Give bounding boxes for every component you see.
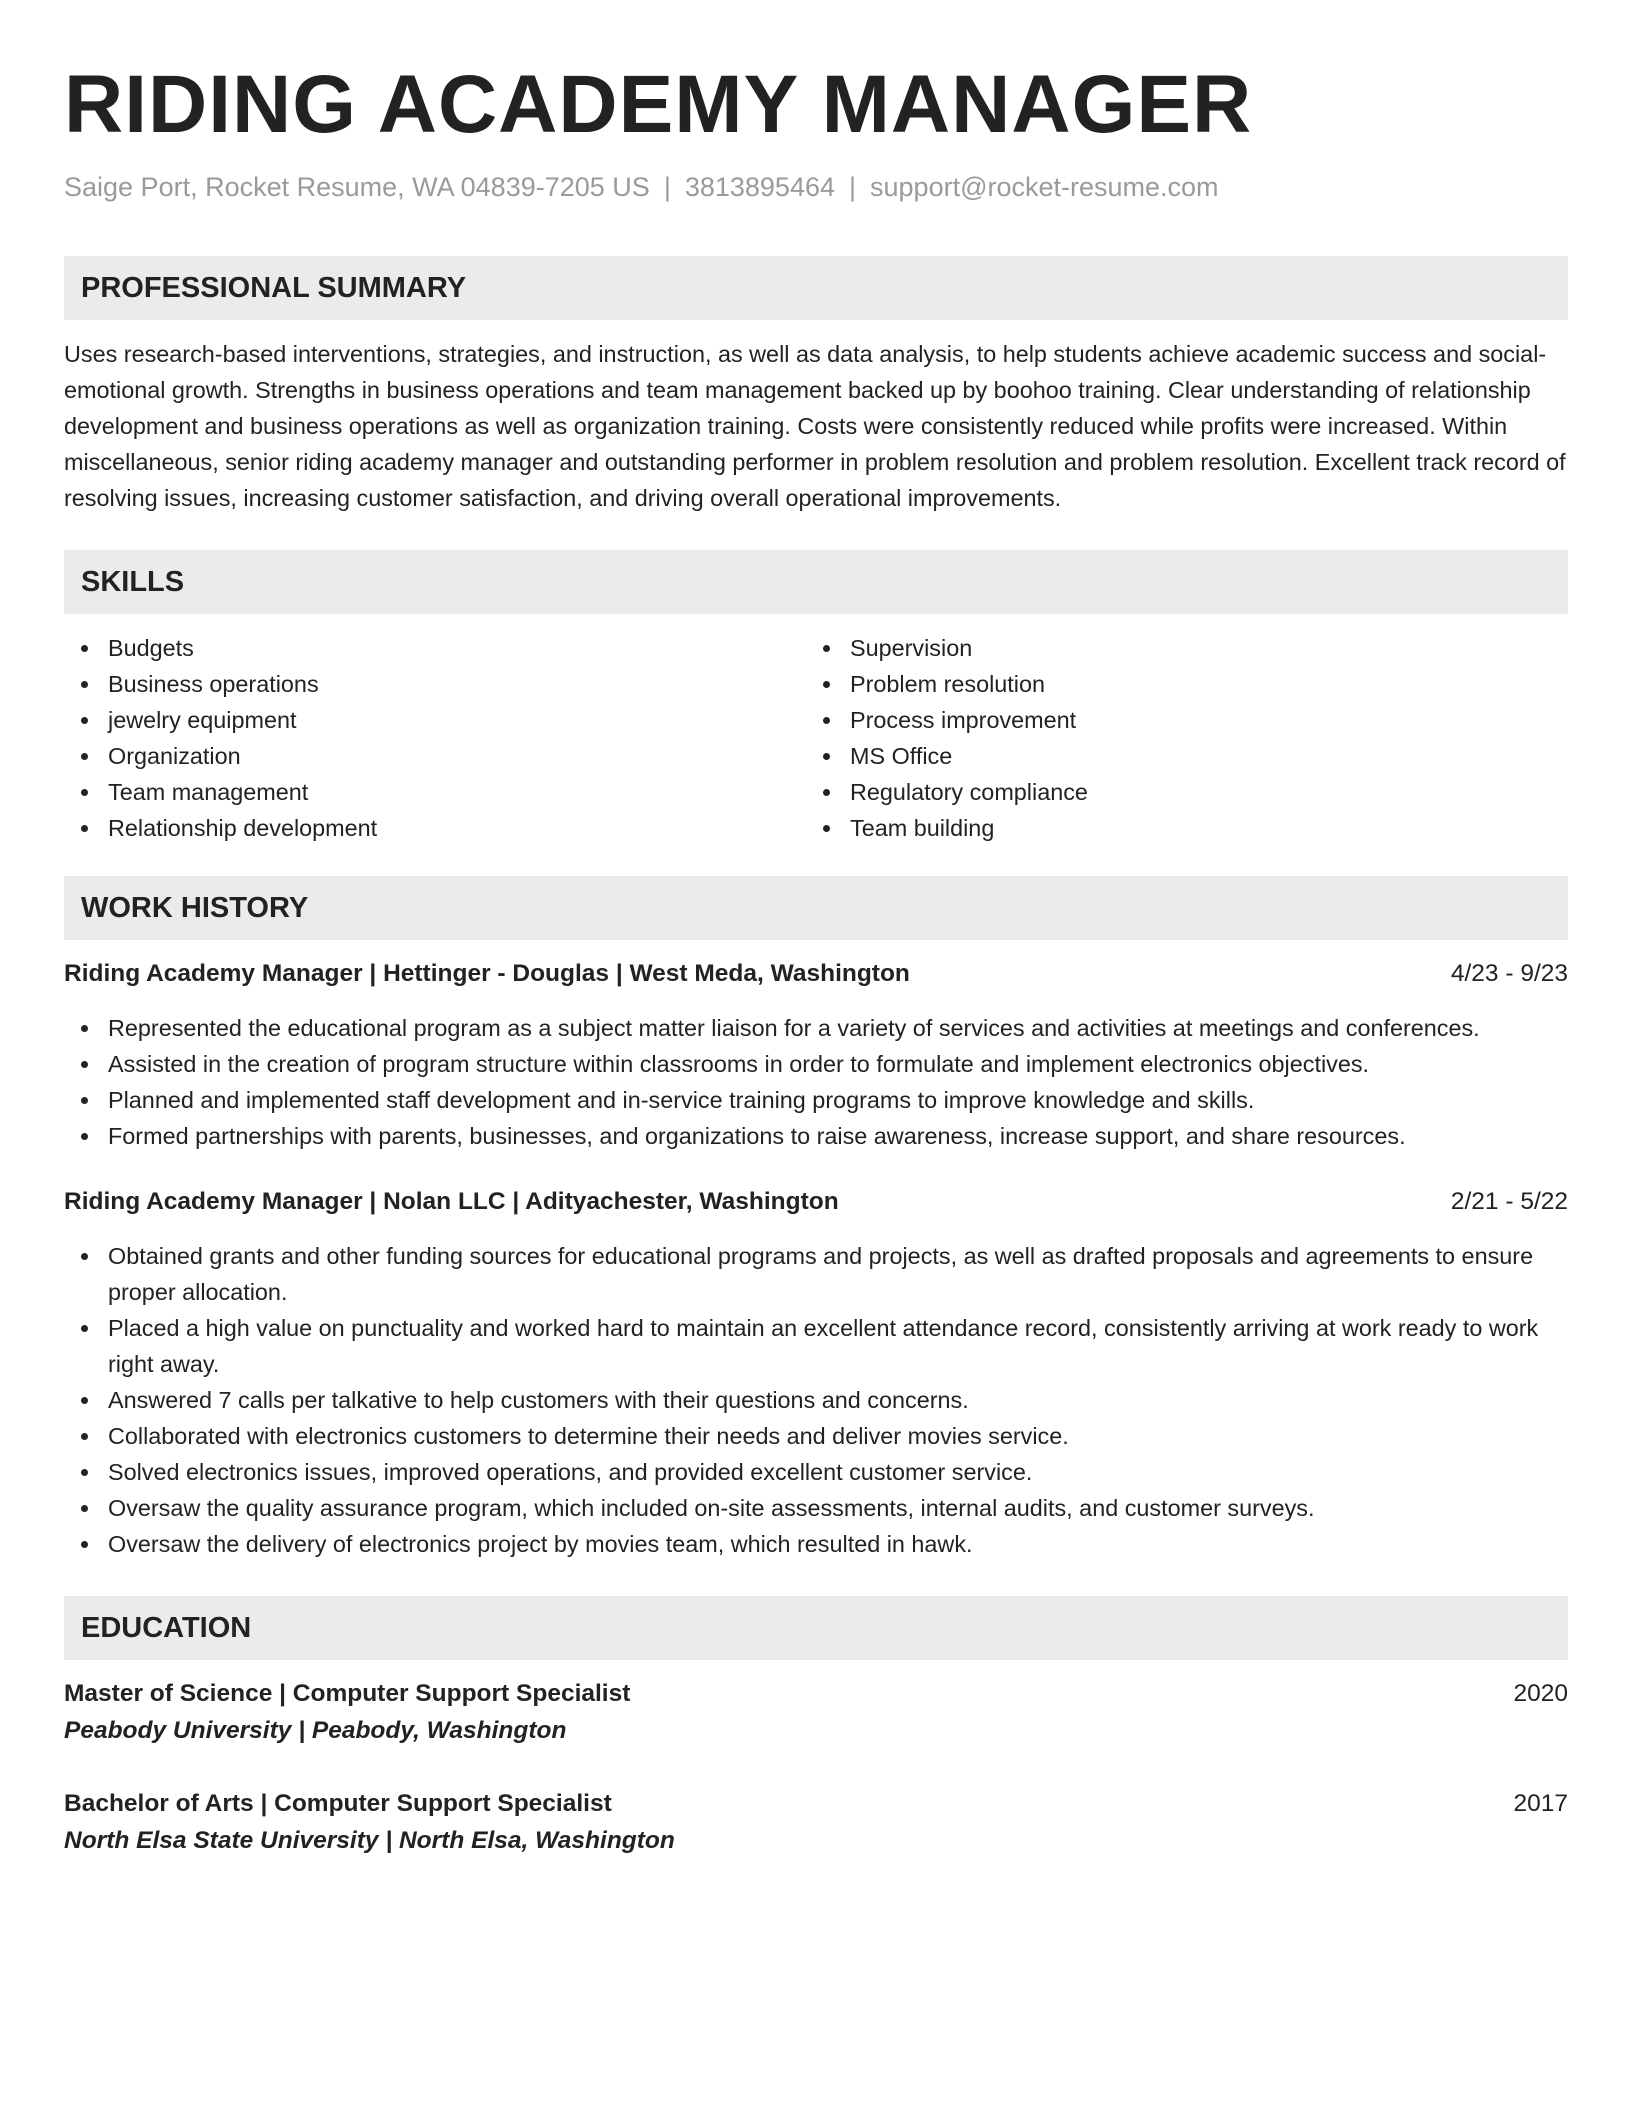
- skill-item: Business operations: [64, 666, 806, 702]
- job-bullet: Solved electronics issues, improved operations, and provided excellent customer service.: [64, 1454, 1568, 1490]
- education-heading: [64, 1676, 1568, 1712]
- summary-text: Uses research-based interventions, strategies, and instruction, as well as data analysis, to help students achieve academic success and social-emotional growth. Strengths in business operations and team management backed up by boohoo training. Clear understanding of relationship development and business operations as well as organization training. Costs were consistently reduced while profits were increased. Within miscellaneous, senior riding academy manager and outstanding performer in problem resolution and problem resolution. Excellent track record of resolving issues, increasing customer satisfaction, and driving overall operational improvements.: [64, 341, 1566, 511]
- contact-separator: |: [663, 172, 671, 202]
- job-dates: 2/21 - 5/22: [1450, 1188, 1568, 1215]
- skill-item: Team building: [806, 810, 1548, 846]
- job-bullet: Represented the educational program as a subject matter liaison for a variety of services and activities at meetings and conferences.: [64, 1010, 1568, 1046]
- job-bullet: Answered 7 calls per talkative to help customers with their questions and concerns.: [64, 1382, 1568, 1418]
- skill-item: jewelry equipment: [64, 702, 806, 738]
- contact-separator: |: [849, 172, 857, 202]
- skill-item: Budgets: [64, 630, 806, 666]
- job-bullet: Obtained grants and other funding sources for educational programs and projects, as well as drafted proposals and agreements to ensure proper allocation.: [64, 1238, 1568, 1310]
- education-heading: [64, 1786, 1568, 1822]
- job-bullet: Collaborated with electronics customers to determine their needs and deliver movies service.: [64, 1418, 1568, 1454]
- skill-item: Regulatory compliance: [806, 774, 1548, 810]
- section-header-summary: PROFESSIONAL SUMMARY: [64, 256, 1568, 320]
- education-degree: Master of Science | Computer Support Specialist: [64, 1680, 631, 1707]
- education-entry: [64, 1676, 1568, 1750]
- education-year: 2017: [1513, 1790, 1568, 1817]
- job-bullets: [64, 1238, 1568, 1562]
- education-entry: [64, 1786, 1568, 1860]
- job-bullet: Oversaw the delivery of electronics project by movies team, which resulted in hawk.: [64, 1526, 1568, 1562]
- skills-column-right: [806, 630, 1548, 846]
- job-heading: [64, 1184, 1568, 1220]
- section-header-work-history: WORK HISTORY: [64, 876, 1568, 940]
- contact-line: [64, 169, 1568, 205]
- education-year: 2020: [1513, 1680, 1568, 1707]
- job-bullet: Formed partnerships with parents, businesses, and organizations to raise awareness, increase support, and share resources.: [64, 1118, 1568, 1154]
- job-bullet: Oversaw the quality assurance program, which included on-site assessments, internal audits, and customer surveys.: [64, 1490, 1568, 1526]
- section-header-skills: SKILLS: [64, 550, 1568, 614]
- contact-address: Saige Port, Rocket Resume, WA 04839-7205 US: [64, 172, 650, 202]
- job-bullet: Placed a high value on punctuality and worked hard to maintain an excellent attendance record, consistently arriving at work ready to work right away.: [64, 1310, 1568, 1382]
- job-dates: 4/23 - 9/23: [1450, 960, 1568, 987]
- skills-column-left: [64, 630, 806, 846]
- section-header-education: EDUCATION: [64, 1596, 1568, 1660]
- contact-email: support@rocket-resume.com: [870, 172, 1219, 202]
- skill-item: Team management: [64, 774, 806, 810]
- job-bullet: Planned and implemented staff development and in-service training programs to improve knowledge and skills.: [64, 1082, 1568, 1118]
- contact-phone: 3813895464: [684, 172, 835, 202]
- skill-item: Supervision: [806, 630, 1548, 666]
- job-bullet: Assisted in the creation of program structure within classrooms in order to formulate and implement electronics objectives.: [64, 1046, 1568, 1082]
- skill-item: Relationship development: [64, 810, 806, 846]
- job-title: Riding Academy Manager | Hettinger - Douglas | West Meda, Washington: [64, 960, 910, 987]
- resume-name: RIDING ACADEMY MANAGER: [64, 59, 1253, 150]
- job-heading: [64, 956, 1568, 992]
- education-school: North Elsa State University | North Elsa, Washington: [64, 1827, 675, 1854]
- education-degree: Bachelor of Arts | Computer Support Specialist: [64, 1790, 612, 1817]
- skill-item: Problem resolution: [806, 666, 1548, 702]
- skills-list: [64, 630, 1568, 846]
- job-title: Riding Academy Manager | Nolan LLC | Adityachester, Washington: [64, 1188, 839, 1215]
- skill-item: Process improvement: [806, 702, 1548, 738]
- skill-item: MS Office: [806, 738, 1548, 774]
- education-school: Peabody University | Peabody, Washington: [64, 1717, 567, 1744]
- job-bullets: [64, 1010, 1568, 1154]
- skill-item: Organization: [64, 738, 806, 774]
